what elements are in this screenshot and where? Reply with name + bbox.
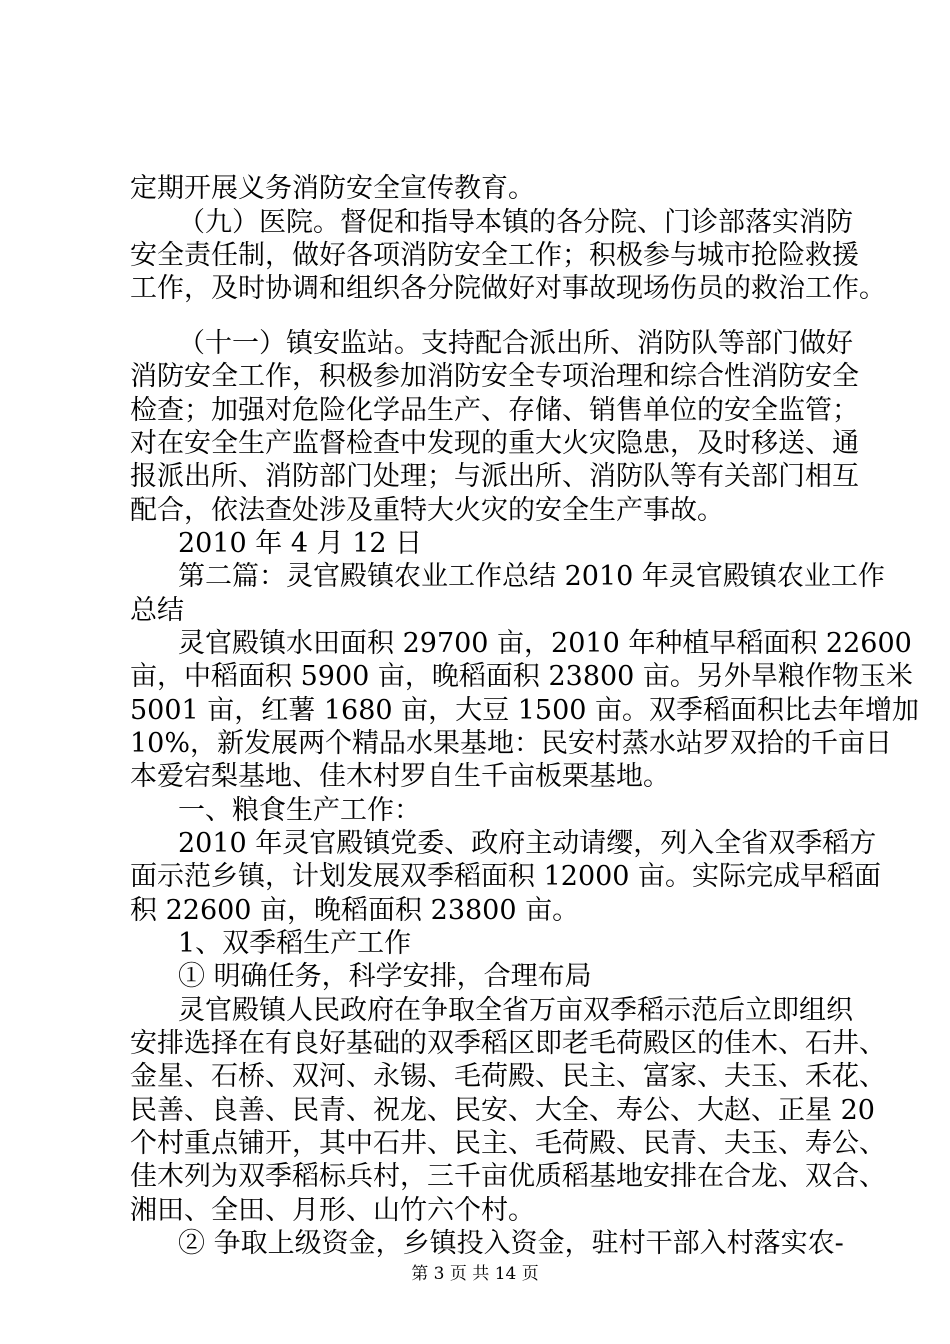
text-line: 10%，新发展两个精品水果基地：民安村蒸水站罗双拾的千亩日 xyxy=(130,728,893,759)
text-line: 工作，及时协调和组织各分院做好对事故现场伤员的救治工作。 xyxy=(130,273,886,304)
text-line: 面示范乡镇，计划发展双季稻面积 12000 亩。实际完成早稻面 xyxy=(130,861,882,892)
text-line: 亩，中稻面积 5900 亩，晚稻面积 23800 亩。另外旱粮作物玉米 xyxy=(130,661,913,692)
section-heading: 第二篇：灵官殿镇农业工作总结 2010 年灵官殿镇农业工作 xyxy=(178,561,885,592)
text-line: 佳木列为双季稻标兵村，三千亩优质稻基地安排在合龙、双合、 xyxy=(130,1161,886,1192)
text-line: 本爱宕梨基地、佳木村罗自生千亩板栗基地。 xyxy=(130,761,670,792)
text-line: 配合，依法查处涉及重特大火灾的安全生产事故。 xyxy=(130,495,724,526)
text-line: 2010 年灵官殿镇党委、政府主动请缨，列入全省双季稻方 xyxy=(178,828,877,859)
page-number: 第 3 页 共 14 页 xyxy=(411,1264,539,1284)
section-heading: 总结 xyxy=(130,595,184,626)
text-line: 湘田、全田、月形、山竹六个村。 xyxy=(130,1195,535,1226)
text-line: ② 争取上级资金，乡镇投入资金，驻村干部入村落实农- xyxy=(178,1228,844,1259)
text-line: 定期开展义务消防安全宣传教育。 xyxy=(130,173,535,204)
text-line: 报派出所、消防部门处理；与派出所、消防队等有关部门相互 xyxy=(130,461,859,492)
text-line: 5001 亩，红薯 1680 亩，大豆 1500 亩。双季稻面积比去年增加 xyxy=(130,695,920,726)
subheading: ① 明确任务，科学安排，合理布局 xyxy=(178,961,592,992)
text-line: 消防安全工作，积极参加消防安全专项治理和综合性消防安全 xyxy=(130,361,859,392)
text-line: （九）医院。督促和指导本镇的各分院、门诊部落实消防 xyxy=(178,207,853,238)
text-line: 安排选择在有良好基础的双季稻区即老毛荷殿区的佳木、石井、 xyxy=(130,1028,886,1059)
text-line: 积 22600 亩，晚稻面积 23800 亩。 xyxy=(130,895,580,926)
text-line: 民善、良善、民青、祝龙、民安、大全、寿公、大赵、正星 20 xyxy=(130,1095,875,1126)
text-line: 个村重点铺开，其中石井、民主、毛荷殿、民青、夫玉、寿公、 xyxy=(130,1128,886,1159)
text-line: 灵官殿镇人民政府在争取全省万亩双季稻示范后立即组织 xyxy=(178,995,853,1026)
text-line: （十一）镇安监站。支持配合派出所、消防队等部门做好 xyxy=(178,328,853,359)
text-line: 检查；加强对危险化学品生产、存储、销售单位的安全监管； xyxy=(130,395,859,426)
subheading: 1、双季稻生产工作 xyxy=(178,928,412,959)
text-line: 安全责任制，做好各项消防安全工作；积极参与城市抢险救援 xyxy=(130,240,859,271)
text-line: 灵官殿镇水田面积 29700 亩，2010 年种植早稻面积 22600 xyxy=(178,628,912,659)
text-line: 对在安全生产监督检查中发现的重大火灾隐患，及时移送、通 xyxy=(130,428,859,459)
subheading: 一、粮食生产工作： xyxy=(178,795,421,826)
text-line: 金星、石桥、双河、永锡、毛荷殿、民主、富家、夫玉、禾花、 xyxy=(130,1061,886,1092)
date-line: 2010 年 4 月 12 日 xyxy=(178,528,423,559)
